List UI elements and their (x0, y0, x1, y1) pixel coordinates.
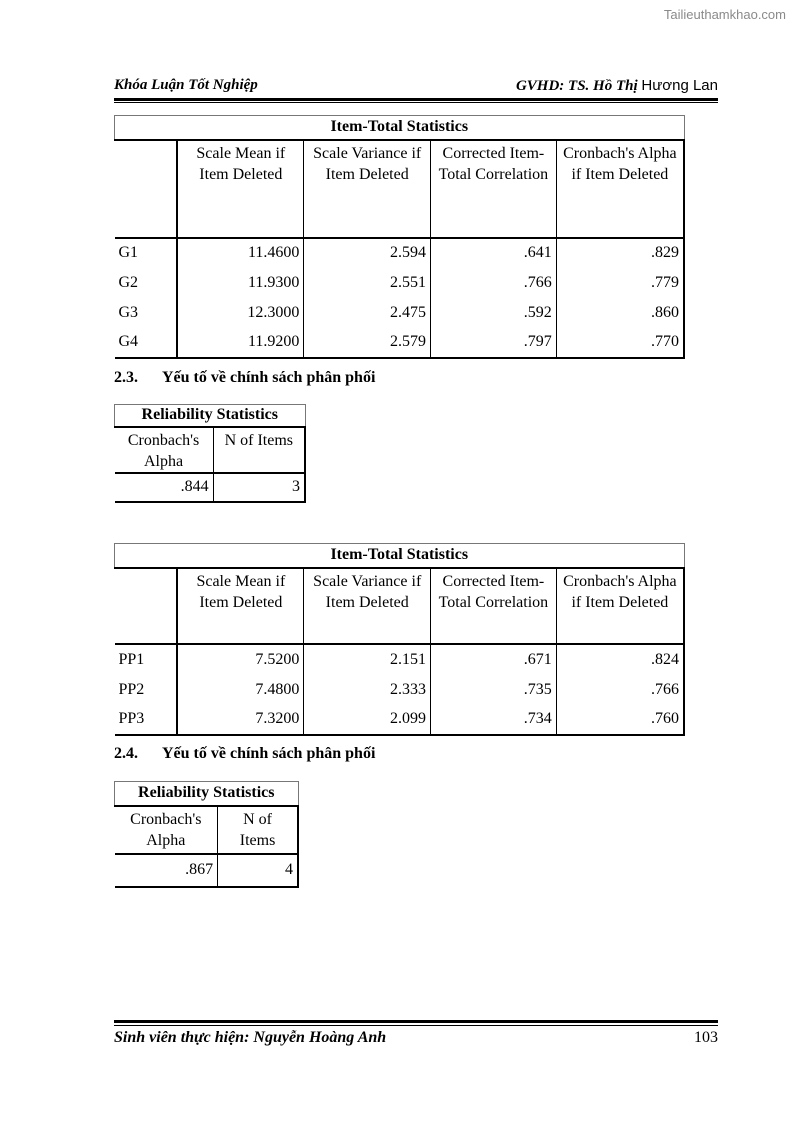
cell: .735 (431, 675, 557, 705)
column-header: Scale Variance if Item Deleted (304, 140, 431, 238)
page-footer (114, 1029, 718, 1049)
header-rule (114, 98, 718, 101)
cell: .766 (431, 268, 557, 298)
cell: 7.3200 (177, 705, 304, 735)
cell: 7.4800 (177, 675, 304, 705)
header-advisor-name: Hương Lan (641, 77, 718, 94)
cell: .860 (556, 298, 684, 328)
section-number: 2.3. (114, 369, 138, 386)
column-header: Cronbach's Alpha if Item Deleted (556, 568, 684, 644)
cell: .592 (431, 298, 557, 328)
cell: .824 (556, 644, 684, 675)
header-advisor-bold: GVHD: TS. Hồ Thị (515, 78, 638, 94)
table-row (115, 328, 685, 358)
header-corner (115, 140, 178, 238)
footer-rule-thin (114, 1025, 718, 1026)
cell: 12.3000 (177, 298, 304, 328)
page-header (114, 77, 718, 97)
cell: .671 (431, 644, 557, 675)
header-thesis-title: Khóa Luận Tốt Nghiệp (114, 77, 258, 93)
cell: .641 (431, 238, 557, 268)
reliability-table-1 (114, 404, 306, 503)
cell: 4 (218, 854, 298, 887)
column-header: Cronbach's Alpha (115, 427, 214, 473)
table-title: Item-Total Statistics (115, 116, 685, 140)
header-rule-thin (114, 102, 718, 103)
table-row (115, 644, 685, 675)
cell: .734 (431, 705, 557, 735)
row-label: G3 (115, 298, 178, 328)
cell: 11.9200 (177, 328, 304, 358)
row-label: G1 (115, 238, 178, 268)
cell: 3 (213, 473, 305, 502)
cell: 2.099 (304, 705, 431, 735)
cell: .770 (556, 328, 684, 358)
table-row (115, 854, 299, 887)
row-label: G2 (115, 268, 178, 298)
cell: .797 (431, 328, 557, 358)
row-label: PP3 (115, 705, 178, 735)
column-header: Scale Mean if Item Deleted (177, 568, 304, 644)
cell: 2.551 (304, 268, 431, 298)
cell: 2.475 (304, 298, 431, 328)
cell: 2.333 (304, 675, 431, 705)
column-header: Scale Mean if Item Deleted (177, 140, 304, 238)
table-title: Item-Total Statistics (115, 544, 685, 568)
section-number: 2.4. (114, 745, 138, 762)
cell: 2.594 (304, 238, 431, 268)
column-header: N of Items (218, 806, 298, 854)
cell: .766 (556, 675, 684, 705)
cell: .844 (115, 473, 214, 502)
cell: 7.5200 (177, 644, 304, 675)
header-corner (115, 568, 178, 644)
cell: 11.9300 (177, 268, 304, 298)
cell: 11.4600 (177, 238, 304, 268)
cell: .779 (556, 268, 684, 298)
table-row (115, 238, 685, 268)
table-row (115, 298, 685, 328)
table-row (115, 675, 685, 705)
section-title: Yếu tố về chính sách phân phối (162, 745, 376, 762)
cell: .829 (556, 238, 684, 268)
footer-author: Sinh viên thực hiện: Nguyễn Hoàng Anh (114, 1029, 387, 1046)
cell: 2.151 (304, 644, 431, 675)
cell: .867 (115, 854, 218, 887)
item-total-table-pp (114, 543, 685, 736)
row-label: PP1 (115, 644, 178, 675)
section-heading-2-4 (114, 745, 375, 763)
table-title: Reliability Statistics (115, 405, 306, 427)
page-number: 103 (694, 1029, 718, 1046)
column-header: Scale Variance if Item Deleted (304, 568, 431, 644)
section-title: Yếu tố về chính sách phân phối (162, 369, 376, 386)
section-heading-2-3 (114, 369, 375, 387)
cell: .760 (556, 705, 684, 735)
column-header: N of Items (213, 427, 305, 473)
column-header: Corrected Item-Total Correlation (431, 568, 557, 644)
column-header: Corrected Item-Total Correlation (431, 140, 557, 238)
column-header: Cronbach's Alpha (115, 806, 218, 854)
cell: 2.579 (304, 328, 431, 358)
header-advisor (516, 77, 718, 95)
watermark: Tailieuthamkhao.com (663, 7, 786, 22)
column-header: Cronbach's Alpha if Item Deleted (556, 140, 684, 238)
item-total-table-g (114, 115, 685, 359)
row-label: PP2 (115, 675, 178, 705)
table-row (115, 473, 306, 502)
reliability-table-2 (114, 781, 299, 888)
table-row (115, 268, 685, 298)
footer-rule (114, 1020, 718, 1023)
row-label: G4 (115, 328, 178, 358)
table-row (115, 705, 685, 735)
table-title: Reliability Statistics (115, 782, 299, 806)
